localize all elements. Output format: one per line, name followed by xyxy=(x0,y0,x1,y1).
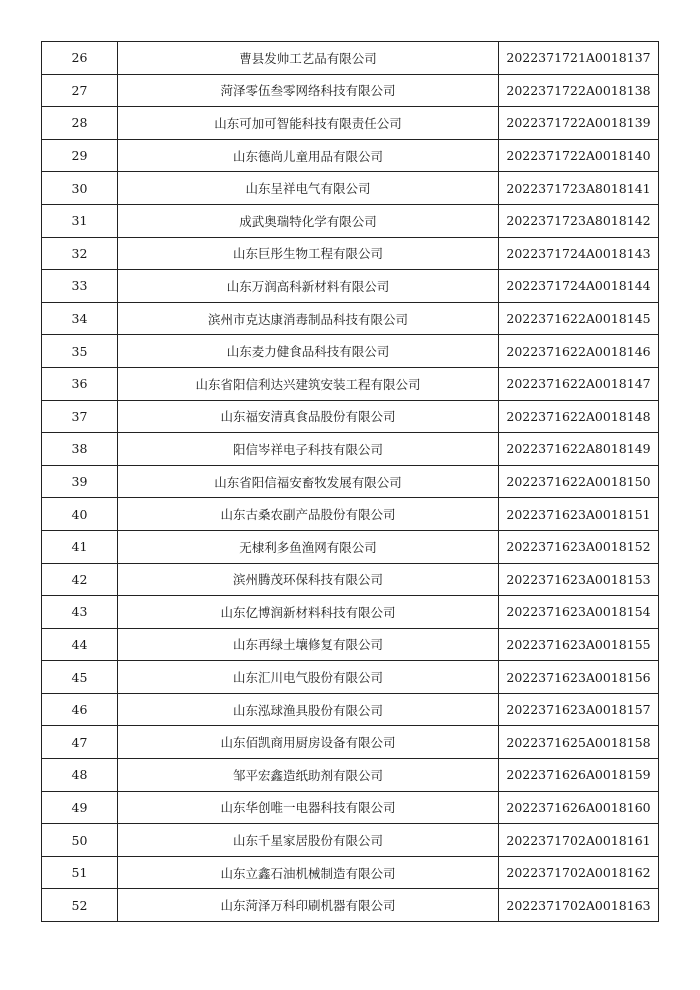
company-name-cell: 曹县发帅工艺品有限公司 xyxy=(118,42,499,75)
registration-code-cell: 2022371626A0018159 xyxy=(499,759,659,792)
registration-code-cell: 2022371702A0018163 xyxy=(499,889,659,922)
table-row xyxy=(42,726,659,759)
row-number-cell: 32 xyxy=(42,237,118,270)
table-row xyxy=(42,139,659,172)
company-name-cell: 山东立鑫石油机械制造有限公司 xyxy=(118,856,499,889)
registration-code-cell: 2022371722A0018138 xyxy=(499,74,659,107)
table-row xyxy=(42,759,659,792)
registration-code-cell: 2022371723A8018142 xyxy=(499,204,659,237)
registration-code-cell: 2022371721A0018137 xyxy=(499,42,659,75)
table-row xyxy=(42,237,659,270)
table-row xyxy=(42,824,659,857)
table-row xyxy=(42,367,659,400)
row-number-cell: 48 xyxy=(42,759,118,792)
company-name-cell: 邹平宏鑫造纸助剂有限公司 xyxy=(118,759,499,792)
company-name-cell: 山东省阳信利达兴建筑安装工程有限公司 xyxy=(118,367,499,400)
row-number-cell: 26 xyxy=(42,42,118,75)
registration-code-cell: 2022371622A0018147 xyxy=(499,367,659,400)
registration-code-cell: 2022371722A0018139 xyxy=(499,107,659,140)
table-row xyxy=(42,172,659,205)
table-row xyxy=(42,204,659,237)
company-name-cell: 山东古桑农副产品股份有限公司 xyxy=(118,498,499,531)
table-row xyxy=(42,791,659,824)
table-row xyxy=(42,628,659,661)
row-number-cell: 52 xyxy=(42,889,118,922)
registry-table-body xyxy=(42,42,659,922)
row-number-cell: 40 xyxy=(42,498,118,531)
row-number-cell: 41 xyxy=(42,530,118,563)
table-row xyxy=(42,400,659,433)
registration-code-cell: 2022371626A0018160 xyxy=(499,791,659,824)
registration-code-cell: 2022371623A0018154 xyxy=(499,596,659,629)
row-number-cell: 33 xyxy=(42,270,118,303)
registration-code-cell: 2022371724A0018143 xyxy=(499,237,659,270)
company-name-cell: 菏泽零伍叁零网络科技有限公司 xyxy=(118,74,499,107)
table-row xyxy=(42,563,659,596)
row-number-cell: 34 xyxy=(42,302,118,335)
registration-code-cell: 2022371623A0018153 xyxy=(499,563,659,596)
table-row xyxy=(42,42,659,75)
registration-code-cell: 2022371702A0018162 xyxy=(499,856,659,889)
registration-code-cell: 2022371623A0018157 xyxy=(499,693,659,726)
registration-code-cell: 2022371623A0018151 xyxy=(499,498,659,531)
row-number-cell: 28 xyxy=(42,107,118,140)
row-number-cell: 38 xyxy=(42,433,118,466)
table-row xyxy=(42,661,659,694)
company-name-cell: 山东万润高科新材料有限公司 xyxy=(118,270,499,303)
registration-code-cell: 2022371702A0018161 xyxy=(499,824,659,857)
row-number-cell: 27 xyxy=(42,74,118,107)
company-name-cell: 山东省阳信福安畜牧发展有限公司 xyxy=(118,465,499,498)
table-row xyxy=(42,530,659,563)
table-row xyxy=(42,465,659,498)
table-row xyxy=(42,693,659,726)
table-row xyxy=(42,107,659,140)
row-number-cell: 45 xyxy=(42,661,118,694)
registration-code-cell: 2022371622A0018145 xyxy=(499,302,659,335)
registration-code-cell: 2022371623A0018156 xyxy=(499,661,659,694)
table-row xyxy=(42,74,659,107)
table-row xyxy=(42,335,659,368)
company-name-cell: 山东佰凯商用厨房设备有限公司 xyxy=(118,726,499,759)
row-number-cell: 29 xyxy=(42,139,118,172)
company-name-cell: 山东福安清真食品股份有限公司 xyxy=(118,400,499,433)
table-row xyxy=(42,498,659,531)
registration-code-cell: 2022371622A8018149 xyxy=(499,433,659,466)
company-name-cell: 山东再绿土壤修复有限公司 xyxy=(118,628,499,661)
row-number-cell: 39 xyxy=(42,465,118,498)
registration-code-cell: 2022371622A0018146 xyxy=(499,335,659,368)
registration-code-cell: 2022371622A0018150 xyxy=(499,465,659,498)
table-row xyxy=(42,302,659,335)
row-number-cell: 50 xyxy=(42,824,118,857)
table-row xyxy=(42,889,659,922)
row-number-cell: 46 xyxy=(42,693,118,726)
row-number-cell: 44 xyxy=(42,628,118,661)
company-name-cell: 山东麦力健食品科技有限公司 xyxy=(118,335,499,368)
registration-code-cell: 2022371723A8018141 xyxy=(499,172,659,205)
row-number-cell: 47 xyxy=(42,726,118,759)
company-name-cell: 阳信岑祥电子科技有限公司 xyxy=(118,433,499,466)
company-name-cell: 滨州市克达康消毒制品科技有限公司 xyxy=(118,302,499,335)
company-name-cell: 滨州腾茂环保科技有限公司 xyxy=(118,563,499,596)
table-row xyxy=(42,270,659,303)
registration-code-cell: 2022371722A0018140 xyxy=(499,139,659,172)
company-registry-table xyxy=(41,41,659,922)
row-number-cell: 36 xyxy=(42,367,118,400)
company-name-cell: 山东亿博润新材料科技有限公司 xyxy=(118,596,499,629)
row-number-cell: 35 xyxy=(42,335,118,368)
company-name-cell: 山东菏泽万科印刷机器有限公司 xyxy=(118,889,499,922)
row-number-cell: 51 xyxy=(42,856,118,889)
registration-code-cell: 2022371623A0018152 xyxy=(499,530,659,563)
table-row xyxy=(42,856,659,889)
row-number-cell: 42 xyxy=(42,563,118,596)
company-name-cell: 山东汇川电气股份有限公司 xyxy=(118,661,499,694)
table-row xyxy=(42,596,659,629)
registration-code-cell: 2022371724A0018144 xyxy=(499,270,659,303)
company-name-cell: 山东华创唯一电器科技有限公司 xyxy=(118,791,499,824)
company-name-cell: 成武奥瑞特化学有限公司 xyxy=(118,204,499,237)
row-number-cell: 30 xyxy=(42,172,118,205)
registration-code-cell: 2022371622A0018148 xyxy=(499,400,659,433)
row-number-cell: 43 xyxy=(42,596,118,629)
company-name-cell: 山东千星家居股份有限公司 xyxy=(118,824,499,857)
registration-code-cell: 2022371623A0018155 xyxy=(499,628,659,661)
company-name-cell: 山东德尚儿童用品有限公司 xyxy=(118,139,499,172)
company-name-cell: 山东巨彤生物工程有限公司 xyxy=(118,237,499,270)
row-number-cell: 31 xyxy=(42,204,118,237)
company-name-cell: 山东可加可智能科技有限责任公司 xyxy=(118,107,499,140)
company-name-cell: 山东呈祥电气有限公司 xyxy=(118,172,499,205)
table-row xyxy=(42,433,659,466)
registration-code-cell: 2022371625A0018158 xyxy=(499,726,659,759)
row-number-cell: 37 xyxy=(42,400,118,433)
company-name-cell: 无棣利多鱼渔网有限公司 xyxy=(118,530,499,563)
row-number-cell: 49 xyxy=(42,791,118,824)
company-name-cell: 山东泓球渔具股份有限公司 xyxy=(118,693,499,726)
